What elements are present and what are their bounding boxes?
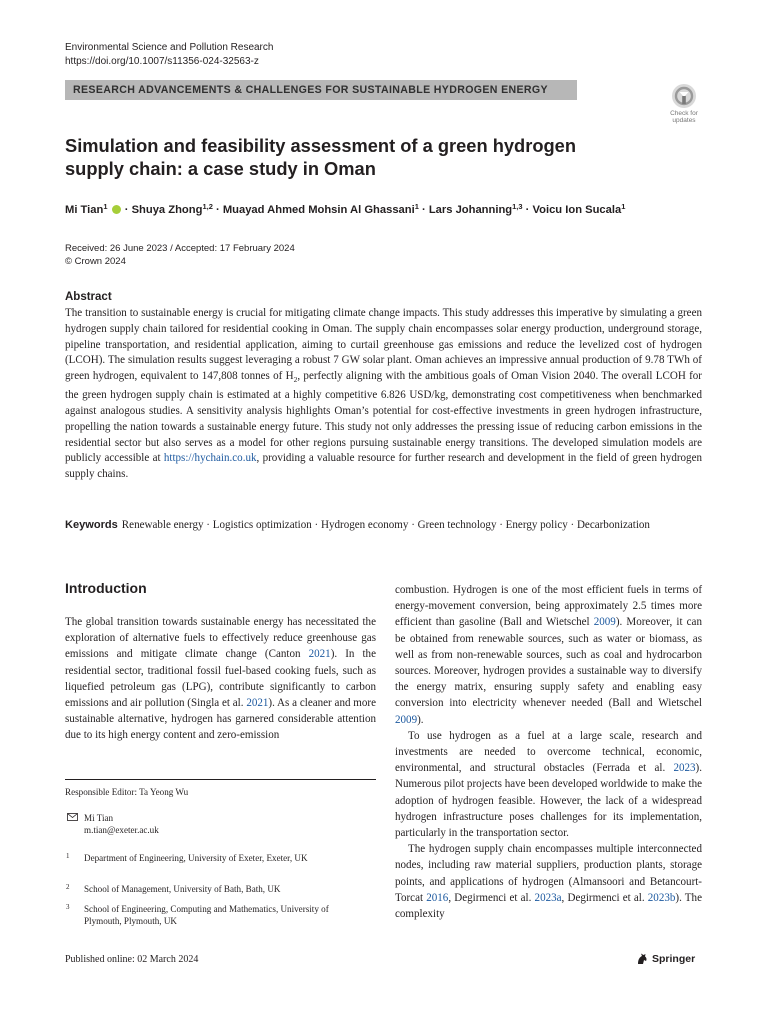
text-run: The global transition towards sustainable energy has necessitated the exploration of alternative fuels to effectively reduce greenhouse gas emissions and mitigate climate change (Canton [65, 616, 376, 661]
author-separator: · [212, 204, 223, 216]
check-for-label: Check for [670, 110, 698, 117]
check-for-updates-badge[interactable] [665, 83, 703, 123]
springer-logo [636, 952, 695, 965]
text-run: ). Numerous pilot projects have been developed worldwide to make the adoption of hydrogen feasible. However, the lack of a widespread hydrogen infrastructure poses challenges for its implementation, particularly in the transportation sector. [395, 762, 702, 840]
published-online-date: Published online: 02 March 2024 [65, 954, 199, 965]
intro-paragraph [395, 582, 702, 728]
affiliation-number: 3 [66, 903, 70, 911]
article-title: Simulation and feasibility assessment of a green hydrogen supply chain: a case study in Oman [65, 135, 576, 179]
abstract-part: The transition to sustainable energy is crucial for mitigating climate change impacts. This study addresses this imperative by simulating a green hydrogen supply chain tailored for residential cooking in Oman. The supply chain encompasses solar energy production, underground storage, pipeline transportation, and residential application, aiming to curtail greenhouse gas emissions and reduce the levelized cost of hydrogen (LCOH). The simulation results suggest leveraging a robust 7 GW solar plant. Oman achieves an impressive annual production of 9.78 TWh of green hydrogen, equivalent to 147,808 tonnes of H [65, 307, 702, 383]
author-affiliation-sup: 1,3 [512, 202, 523, 211]
text-run: combustion. Hydrogen is one of the most efficient fuels in terms of energy-movement conversion, being approximately 2.5 times more efficient than gasoline (Ball and Wietschel [395, 584, 702, 629]
citation-link[interactable]: 2023a [534, 891, 562, 904]
contact-email[interactable]: m.tian@exeter.ac.uk [84, 825, 159, 836]
affiliation-text: Department of Engineering, University of Exeter, Exeter, UK [84, 853, 308, 863]
author-name[interactable]: Voicu Ion Sucala [532, 204, 622, 216]
responsible-editor: Responsible Editor: Ta Yeong Wu [65, 787, 189, 797]
updates-label: updates [672, 117, 696, 124]
text-run: ). The complexity [395, 891, 702, 921]
author-affiliation-sup: 1 [103, 202, 108, 211]
citation-link[interactable]: 2023 [673, 762, 696, 775]
author-name[interactable]: Lars Johanning [428, 204, 513, 216]
text-run: ). [417, 713, 424, 726]
intro-paragraph [395, 841, 702, 922]
intro-paragraph [65, 614, 376, 744]
citation-link[interactable]: 2016 [426, 891, 449, 904]
abstract-part: , providing a valuable resource for further research and development in the field of green hydrogen supply chains. [65, 452, 702, 481]
author-separator: · [418, 204, 429, 216]
author-separator: · [522, 204, 533, 216]
text-run: , Degirmenci et al. [561, 891, 648, 904]
doi-link[interactable]: https://doi.org/10.1007/s11356-024-32563-z [65, 56, 259, 67]
springer-horse-icon [636, 952, 649, 965]
abstract-heading: Abstract [65, 291, 112, 303]
citation-link[interactable]: 2023b [647, 891, 676, 904]
article-dates [65, 242, 295, 268]
citation-link[interactable]: 2021 [308, 648, 331, 661]
citation-link[interactable]: 2021 [246, 697, 269, 710]
footnote-divider [65, 779, 376, 780]
orcid-icon[interactable] [112, 205, 121, 214]
contact-name: Mi Tian [84, 813, 114, 823]
text-run: The hydrogen supply chain encompasses multiple interconnected nodes, including raw material suppliers, production plants, storage points, and applications of hydrogen (Almansoori and Betancourt-Torcat [395, 843, 702, 904]
abstract-subscript: 2 [293, 375, 298, 385]
affiliation-text: School of Management, University of Bath, Bath, UK [84, 884, 281, 894]
keywords-list: Renewable energy · Logistics optimization · Hydrogen economy · Green technology · Energy policy · Decarbonization [121, 519, 650, 531]
introduction-heading: Introduction [65, 580, 147, 596]
crossmark-icon [671, 83, 697, 109]
author-affiliation-sup: 1,2 [202, 202, 213, 211]
corresponding-author [84, 812, 159, 837]
author-name[interactable]: Shuya Zhong [131, 204, 203, 216]
text-run: ). As a cleaner and more sustainable alternative, hydrogen has garnered considerable attention due to its high energy content and zero-emission [65, 697, 376, 742]
copyright-line: © Crown 2024 [65, 256, 126, 267]
journal-header [65, 41, 273, 69]
citation-link[interactable]: 2009 [395, 713, 418, 726]
author-name[interactable]: Muayad Ahmed Mohsin Al Ghassani [222, 204, 415, 216]
publisher-name: Springer [652, 953, 696, 965]
keywords [65, 517, 702, 533]
abstract-part: , perfectly aligning with the ambitious goals of Oman Vision 2040. The overall LCOH for the green hydrogen supply chain is estimated at a highly competitive 6.826 USD/kg, demonstrating cost competitiveness when benchmarked against analogous studies. A sensitivity analysis highlights Oman’s potential for cost-effective investments in green hydrogen infrastructure, propelling the nation towards a sustainable energy future. This study not only addresses the pressing issue of reducing carbon emissions in the residential sector but also serves as a model for other regions pursuing sustainable energy transitions. The developed simulation models are publicly accessible at [65, 370, 702, 465]
author-name[interactable]: Mi Tian [65, 204, 104, 216]
affiliation-number: 1 [66, 852, 70, 860]
intro-paragraph [395, 728, 702, 841]
affiliation-text: School of Engineering, Computing and Mathematics, University of Plymouth, Plymouth, UK [84, 904, 329, 927]
topical-collection-banner: RESEARCH ADVANCEMENTS & CHALLENGES FOR SUSTAINABLE HYDROGEN ENERGY [65, 80, 577, 100]
journal-name: Environmental Science and Pollution Research [65, 42, 274, 53]
citation-link[interactable]: 2009 [593, 616, 616, 629]
text-run: , Degirmenci et al. [448, 891, 535, 904]
received-accepted-dates: Received: 26 June 2023 / Accepted: 17 February 2024 [65, 243, 295, 254]
hychain-link[interactable]: https://hychain.co.uk [163, 452, 257, 465]
envelope-icon [67, 813, 78, 824]
text-run: To use hydrogen as a fuel at a large scale, research and investments are needed to overcome technical, economic, environmental, and structural obstacles (Ferrada et al. [395, 729, 702, 775]
author-list [65, 202, 625, 218]
text-run: ). In the residential sector, traditional fossil fuel-based cooking fuels, such as liquefied petroleum gas (LPG), contribute significantly to carbon emissions and air pollution (Singla et al. [65, 648, 376, 710]
text-run: ). Moreover, it can be obtained from renewable sources, such as water or biomass, as well as from non-renewable sources, such as coal and hydrocarbon sources. Moreover, hydrogen provides a sustainable way to diversify the energy matrix, ensuring supply safety and enabling easy conversion into electricity whenever needed (Ball and Wietschel [395, 616, 702, 710]
keywords-label: Keywords [65, 519, 118, 531]
author-affiliation-sup: 1 [414, 202, 419, 211]
affiliation-number: 2 [66, 883, 70, 891]
abstract-text [65, 306, 702, 483]
intro-left-column [65, 614, 376, 744]
author-affiliation-sup: 1 [621, 202, 626, 211]
intro-right-column [395, 582, 702, 922]
author-separator: · [124, 204, 132, 216]
